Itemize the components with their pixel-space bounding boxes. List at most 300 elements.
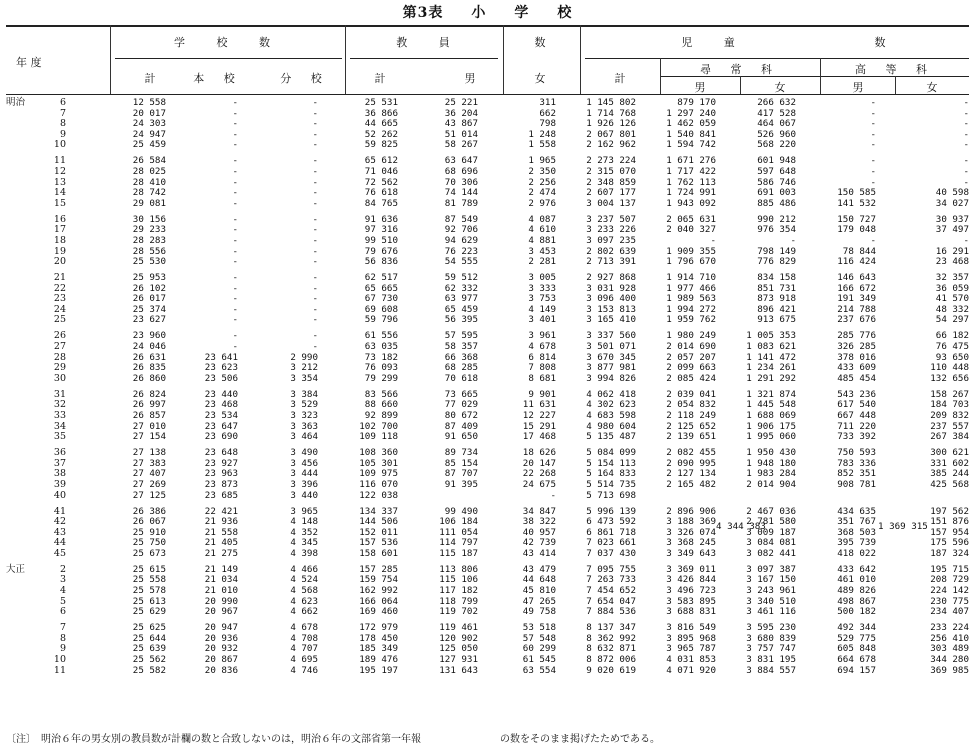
- value-cell: 2 781 580: [746, 516, 796, 528]
- value-cell: 27 138: [132, 447, 166, 459]
- era-cell: [6, 480, 34, 491]
- value-cell: 36 866: [364, 107, 398, 119]
- value-cell: 1 005 353: [746, 330, 796, 342]
- value-cell: 4 398: [290, 547, 318, 559]
- year-cell: 4: [59, 585, 66, 597]
- value-cell: 20 932: [204, 643, 238, 655]
- value-cell: 8 632 871: [586, 643, 636, 655]
- value-cell: 4 610: [528, 224, 556, 236]
- era-cell: [6, 215, 34, 226]
- value-cell: 2 118 249: [666, 409, 716, 421]
- value-cell: 109 975: [359, 468, 398, 480]
- value-cell: 12 558: [132, 97, 166, 108]
- value-cell: 6 473 592: [586, 516, 636, 528]
- value-cell: 108 360: [359, 447, 398, 459]
- value-cell: 2 127 134: [666, 468, 716, 480]
- value-cell: 28 556: [132, 245, 166, 257]
- value-cell: 3 337 560: [586, 330, 636, 342]
- value-cell: -: [870, 139, 876, 151]
- value-cell: 208 729: [930, 574, 969, 586]
- value-cell: 119 702: [439, 606, 478, 618]
- value-cell: -: [312, 256, 318, 268]
- era-cell: [6, 331, 34, 342]
- value-cell: 26 631: [132, 351, 166, 363]
- value-cell: 3 004 137: [586, 197, 636, 209]
- value-cell: -: [963, 234, 969, 246]
- value-cell: 2 256: [528, 176, 556, 188]
- year-cell: 44: [53, 537, 66, 549]
- value-cell: 105 301: [359, 457, 398, 469]
- value-cell: 20 967: [204, 606, 238, 618]
- value-cell: 23 440: [204, 388, 238, 400]
- value-cell: 9 020 619: [586, 664, 636, 676]
- table-row: [6, 98, 969, 109]
- value-cell: -: [312, 245, 318, 257]
- value-cell: 2 896 906: [666, 505, 716, 517]
- value-cell: 72 562: [364, 176, 398, 188]
- table-row: [6, 236, 969, 247]
- era-cell: [6, 247, 34, 258]
- value-cell: 3 384: [290, 388, 318, 400]
- value-cell: 3 877 981: [586, 362, 636, 374]
- value-cell: 65 665: [364, 282, 398, 294]
- value-cell: 97 316: [364, 224, 398, 236]
- value-cell: 68 285: [444, 362, 478, 374]
- value-cell: 2 139 651: [666, 431, 716, 443]
- value-cell: [876, 491, 969, 502]
- value-cell: -: [312, 234, 318, 246]
- value-cell: 20 936: [204, 632, 238, 644]
- header-teachers-male: 男: [464, 72, 476, 85]
- value-cell: 733 392: [837, 431, 876, 443]
- value-cell: 132 656: [930, 372, 969, 384]
- value-cell: 4 683 598: [586, 409, 636, 421]
- era-cell: [6, 353, 34, 364]
- era-cell: [6, 390, 34, 401]
- value-cell: 63 554: [522, 664, 556, 676]
- value-cell: 16 291: [935, 245, 969, 257]
- value-cell: 53 518: [522, 622, 556, 634]
- value-cell: 114 797: [439, 537, 478, 549]
- value-cell: 157 954: [930, 526, 969, 538]
- value-cell: 24 046: [132, 341, 166, 353]
- value-cell: -: [232, 234, 238, 246]
- value-cell: 23 647: [204, 420, 238, 432]
- year-cell: 24: [53, 303, 66, 315]
- value-cell: -: [232, 293, 238, 305]
- header-children-total: 計: [614, 72, 626, 85]
- table-row: [6, 374, 969, 385]
- value-cell: -: [963, 165, 969, 177]
- year-cell: 42: [53, 516, 66, 528]
- year-cell: 11: [53, 664, 66, 676]
- value-cell: 885 486: [757, 197, 796, 209]
- era-cell: [6, 188, 34, 199]
- value-cell: 23 927: [204, 457, 238, 469]
- year-cell: 36: [53, 447, 66, 459]
- value-cell: -: [232, 97, 238, 108]
- value-cell: 127 931: [439, 654, 478, 666]
- header-higher-male: 男: [852, 81, 864, 94]
- table-row: [6, 666, 969, 677]
- year-cell: 40: [53, 489, 66, 501]
- value-cell: -: [312, 176, 318, 188]
- value-cell: 3 895 968: [666, 632, 716, 644]
- value-cell: 1 948 180: [746, 457, 796, 469]
- value-cell: -: [312, 197, 318, 209]
- value-cell: -: [312, 97, 318, 108]
- value-cell: 233 224: [930, 622, 969, 634]
- year-cell: 2: [59, 563, 66, 575]
- value-cell: 20 990: [204, 595, 238, 607]
- value-cell: -: [312, 330, 318, 342]
- year-cell: 10: [53, 139, 66, 151]
- value-cell: 1 965: [528, 155, 556, 167]
- table-row: [6, 607, 969, 618]
- value-cell: -: [312, 107, 318, 119]
- year-cell: 3: [59, 574, 66, 586]
- value-cell: 1 796 670: [666, 256, 716, 268]
- value-cell: 4 695: [290, 654, 318, 666]
- value-cell: 3 237 507: [586, 213, 636, 225]
- value-cell: 116 424: [837, 256, 876, 268]
- year-cell: 13: [53, 176, 66, 188]
- value-cell: 2 162 962: [586, 139, 636, 151]
- value-cell: 1 977 466: [666, 282, 716, 294]
- value-cell: 2 348 859: [586, 176, 636, 188]
- value-cell: 157 285: [359, 563, 398, 575]
- era-cell: [6, 575, 34, 586]
- value-cell: 3 167 150: [746, 574, 796, 586]
- value-cell: -: [963, 107, 969, 119]
- value-cell: 22 268: [522, 468, 556, 480]
- value-cell: 461 010: [837, 574, 876, 586]
- table-row: [6, 199, 969, 210]
- value-cell: 3 082 441: [746, 547, 796, 559]
- value-cell: 48 332: [935, 303, 969, 315]
- year-cell: 33: [53, 409, 66, 421]
- value-cell: 7 037 430: [586, 547, 636, 559]
- era-cell: [6, 284, 34, 295]
- value-cell: 2 057 207: [666, 351, 716, 363]
- value-cell: 852 351: [837, 468, 876, 480]
- value-cell: 169 460: [359, 606, 398, 618]
- value-cell: 25 582: [132, 664, 166, 676]
- value-cell: 485 454: [837, 372, 876, 384]
- value-cell: 8 681: [528, 372, 556, 384]
- value-cell: 76 618: [364, 187, 398, 199]
- year-cell: 9: [59, 128, 66, 140]
- value-cell: 798: [539, 118, 556, 130]
- value-cell: 23 641: [204, 351, 238, 363]
- value-cell: 44 648: [522, 574, 556, 586]
- value-cell: -: [963, 176, 969, 188]
- era-cell: [6, 130, 34, 141]
- value-cell: 464 067: [757, 118, 796, 130]
- era-cell: [6, 225, 34, 236]
- value-cell: 21 936: [204, 516, 238, 528]
- value-cell: 25 531: [364, 97, 398, 108]
- value-cell: 395 739: [837, 537, 876, 549]
- value-cell: -: [312, 341, 318, 353]
- value-cell: 63 977: [444, 293, 478, 305]
- value-cell: 4 031 853: [666, 654, 716, 666]
- value-cell: 3 323: [290, 409, 318, 421]
- year-cell: 17: [53, 224, 66, 236]
- value-cell: 1 983 284: [746, 468, 796, 480]
- value-cell: 44 665: [364, 118, 398, 130]
- value-cell: 1 145 802: [586, 97, 636, 108]
- value-cell: 26 824: [132, 388, 166, 400]
- era-cell: [6, 586, 34, 597]
- year-cell: 7: [59, 107, 66, 119]
- value-cell: 20 947: [204, 622, 238, 634]
- value-cell: -: [232, 224, 238, 236]
- year-cell: 11: [53, 155, 66, 167]
- value-cell: 76 223: [444, 245, 478, 257]
- value-cell: 3 884 557: [746, 664, 796, 676]
- value-cell: 2 165 482: [666, 478, 716, 490]
- year-cell: 12: [53, 165, 66, 177]
- value-cell: 303 489: [930, 643, 969, 655]
- value-cell: 2 082 455: [666, 447, 716, 459]
- value-cell: 83 566: [364, 388, 398, 400]
- value-cell: 21 275: [204, 547, 238, 559]
- value-cell: 7 654 047: [586, 595, 636, 607]
- value-cell: 195 715: [930, 563, 969, 575]
- value-cell: 87 549: [444, 213, 478, 225]
- value-cell: -: [232, 213, 238, 225]
- value-cell: 3 340 510: [746, 595, 796, 607]
- era-cell: [6, 294, 34, 305]
- year-cell: 31: [53, 388, 66, 400]
- value-cell: 29 081: [132, 197, 166, 209]
- value-cell: 91 650: [444, 431, 478, 443]
- value-cell: 120 902: [439, 632, 478, 644]
- value-cell: 3 680 839: [746, 632, 796, 644]
- value-cell: 3 831 195: [746, 654, 796, 666]
- era-cell: [6, 422, 34, 433]
- value-cell: 605 848: [837, 643, 876, 655]
- value-cell: -: [870, 107, 876, 119]
- value-cell: 106 184: [439, 516, 478, 528]
- value-cell: -: [870, 97, 876, 108]
- value-cell: 69 608: [364, 303, 398, 315]
- value-cell: 70 306: [444, 176, 478, 188]
- value-cell: 1 445 548: [746, 399, 796, 411]
- year-cell: 41: [53, 505, 66, 517]
- value-cell: -: [232, 314, 238, 326]
- value-cell: 3 401: [528, 314, 556, 326]
- value-cell: 4 345: [290, 537, 318, 549]
- value-cell: -: [963, 118, 969, 130]
- value-cell: 7 884 536: [586, 606, 636, 618]
- table-row: [6, 549, 969, 560]
- value-cell: 178 450: [359, 632, 398, 644]
- value-cell: 369 985: [930, 664, 969, 676]
- value-cell: 368 503: [837, 526, 876, 538]
- value-cell: -: [870, 118, 876, 130]
- value-cell: -: [232, 128, 238, 140]
- value-cell: -: [963, 139, 969, 151]
- value-cell: 67 730: [364, 293, 398, 305]
- value-cell: 27 125: [132, 489, 166, 501]
- value-cell: 117 182: [439, 585, 478, 597]
- era-cell: [6, 305, 34, 316]
- value-cell: 87 707: [444, 468, 478, 480]
- value-cell: 26 857: [132, 409, 166, 421]
- year-cell: 27: [53, 341, 66, 353]
- value-cell: -: [232, 197, 238, 209]
- value-cell: 162 992: [359, 585, 398, 597]
- value-cell: -: [870, 128, 876, 140]
- value-cell: 2 474: [528, 187, 556, 199]
- value-cell: 4 466: [290, 563, 318, 575]
- value-cell: 3 363: [290, 420, 318, 432]
- year-cell: 34: [53, 420, 66, 432]
- value-cell: 3 097 387: [746, 563, 796, 575]
- value-cell: 24 303: [132, 118, 166, 130]
- value-cell: 234 407: [930, 606, 969, 618]
- year-cell: 38: [53, 468, 66, 480]
- value-cell: -: [232, 176, 238, 188]
- value-cell: 1 083 621: [746, 341, 796, 353]
- value-cell: 214 788: [837, 303, 876, 315]
- value-cell: 59 512: [444, 272, 478, 284]
- value-cell: -: [312, 224, 318, 236]
- year-cell: 32: [53, 399, 66, 411]
- value-cell: 1 297 240: [666, 107, 716, 119]
- value-cell: 91 395: [444, 478, 478, 490]
- header-teachers-num: 数: [534, 36, 546, 49]
- value-cell: 78 844: [842, 245, 876, 257]
- value-cell: [716, 491, 796, 502]
- col-divider: [110, 25, 111, 94]
- value-cell: 7 095 755: [586, 563, 636, 575]
- value-cell: 3 994 826: [586, 372, 636, 384]
- value-cell: 113 806: [439, 563, 478, 575]
- value-cell: 89 734: [444, 447, 478, 459]
- value-cell: 908 781: [837, 478, 876, 490]
- value-cell: 20 836: [204, 664, 238, 676]
- value-cell: 3 233 226: [586, 224, 636, 236]
- value-cell: 5 996 139: [586, 505, 636, 517]
- data-table: [6, 98, 969, 676]
- value-cell: 26 102: [132, 282, 166, 294]
- value-cell: 59 825: [364, 139, 398, 151]
- value-cell: -: [312, 314, 318, 326]
- era-cell: [6, 623, 34, 634]
- value-cell: 8 137 347: [586, 622, 636, 634]
- col-divider: [740, 76, 741, 94]
- value-cell: 25 615: [132, 563, 166, 575]
- year-cell: 43: [53, 526, 66, 538]
- value-cell: 6 814: [528, 351, 556, 363]
- value-cell: 66 368: [444, 351, 478, 363]
- era-cell: [6, 119, 34, 130]
- value-cell: -: [312, 118, 318, 130]
- value-cell: 1 462 059: [666, 118, 716, 130]
- value-cell: -: [312, 213, 318, 225]
- value-cell: 3 243 961: [746, 585, 796, 597]
- header-ordinary: 尋 常 科: [700, 63, 780, 76]
- value-cell: 88 660: [364, 399, 398, 411]
- value-cell: 11 631: [522, 399, 556, 411]
- era-cell: [6, 634, 34, 645]
- value-cell: 36 059: [935, 282, 969, 294]
- value-cell: 24 947: [132, 128, 166, 140]
- value-cell: 8 872 006: [586, 654, 636, 666]
- year-cell: 21: [53, 272, 66, 284]
- year-cell: 19: [53, 245, 66, 257]
- value-cell: 4 568: [290, 585, 318, 597]
- value-cell: 601 948: [757, 155, 796, 167]
- value-cell: 15 291: [522, 420, 556, 432]
- value-cell: 1 671 276: [666, 155, 716, 167]
- value-cell: 9 901: [528, 388, 556, 400]
- value-cell: 57 595: [444, 330, 478, 342]
- value-cell: 4 662: [290, 606, 318, 618]
- year-cell: 35: [53, 431, 66, 443]
- value-cell: 25 374: [132, 303, 166, 315]
- era-cell: [6, 507, 34, 518]
- merged-ordinary-1907: 4 344 383: [716, 521, 766, 532]
- value-cell: 26 067: [132, 516, 166, 528]
- value-cell: 3 490: [290, 447, 318, 459]
- value-cell: 70 618: [444, 372, 478, 384]
- value-cell: 586 746: [757, 176, 796, 188]
- value-cell: 20 017: [132, 107, 166, 119]
- value-cell: 93 650: [935, 351, 969, 363]
- value-cell: 3 005: [528, 272, 556, 284]
- value-cell: 783 336: [837, 457, 876, 469]
- value-cell: 2 014 904: [746, 478, 796, 490]
- value-cell: 60 299: [522, 643, 556, 655]
- value-cell: 166 672: [837, 282, 876, 294]
- year-cell: 9: [59, 643, 66, 655]
- value-cell: 23 685: [204, 489, 238, 501]
- value-cell: 144 506: [359, 516, 398, 528]
- value-cell: 125 050: [439, 643, 478, 655]
- value-cell: 1 714 768: [586, 107, 636, 119]
- value-cell: 2 713 391: [586, 256, 636, 268]
- value-cell: 3 326 074: [666, 526, 716, 538]
- value-cell: 1 909 355: [666, 245, 716, 257]
- value-cell: 1 906 175: [746, 420, 796, 432]
- value-cell: 7 454 652: [586, 585, 636, 597]
- value-cell: 28 283: [132, 234, 166, 246]
- value-cell: -: [312, 128, 318, 140]
- era-cell: [6, 448, 34, 459]
- value-cell: 25 578: [132, 585, 166, 597]
- value-cell: 25 558: [132, 574, 166, 586]
- table-row: [6, 167, 969, 178]
- year-cell: 5: [59, 595, 66, 607]
- year-cell: 28: [53, 351, 66, 363]
- value-cell: 150 585: [837, 187, 876, 199]
- era-cell: [6, 140, 34, 151]
- value-cell: 122 038: [359, 489, 398, 501]
- value-cell: 2 065 631: [666, 213, 716, 225]
- value-cell: 1 248: [528, 128, 556, 140]
- value-cell: 134 337: [359, 505, 398, 517]
- header-teachers-total: 計: [374, 72, 386, 85]
- value-cell: 119 461: [439, 622, 478, 634]
- value-cell: 776 829: [757, 256, 796, 268]
- value-cell: [636, 491, 716, 502]
- era-cell: [6, 400, 34, 411]
- value-cell: 27 269: [132, 478, 166, 490]
